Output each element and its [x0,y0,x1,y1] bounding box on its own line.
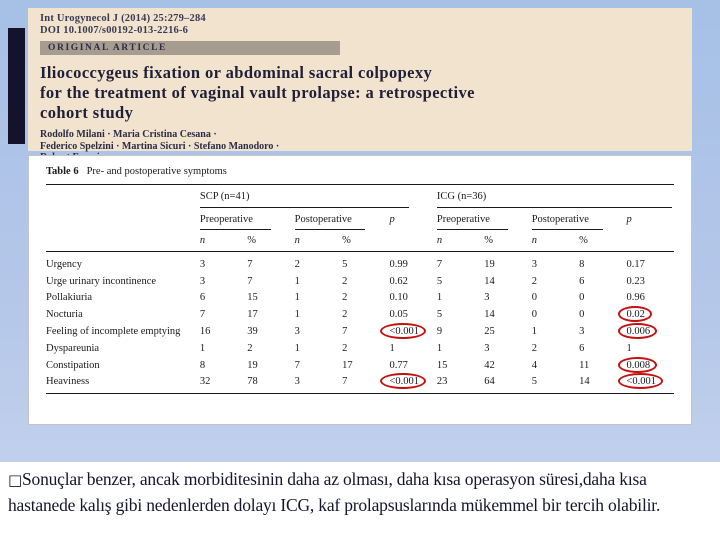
table-n-pct-header-row [46,235,674,246]
article-title-line: Iliococcygeus fixation or abdominal sacral colpopexy [40,63,433,82]
table-cell: 19 [484,258,495,270]
authors-line: Federico Spelzini · Martina Sicuri · Stefano Manodoro · [40,140,280,152]
table-body [46,256,674,390]
table-cell: 64 [484,376,495,388]
table-cell: 14 [484,309,495,321]
table-cell: 2 [531,342,537,354]
table-cell: 1 [626,342,632,354]
table-cell: 39 [247,326,258,338]
table-cell: 23 [436,376,448,388]
table-cell: 0.23 [626,275,645,287]
table-cell: 32 [199,376,211,388]
summary-band [0,462,720,540]
icg-postoperative-header: Postoperative [532,214,603,230]
n-column-header: n [294,235,300,246]
symptom-label: Dyspareunia [46,342,100,354]
symptom-label: Urge urinary incontinence [46,275,157,287]
table-cell-circled: 0.006 [626,326,651,338]
table-cell: 1 [436,292,443,304]
table-cell: 7 [294,359,300,371]
symptom-label: Pollakiuria [46,292,93,304]
table-cell: 7 [247,275,253,287]
table-cell: 4 [531,359,537,371]
table-row [46,273,674,290]
table-cell: 5 [342,258,348,270]
table-cell: 1 [294,309,300,321]
table-cell: 7 [342,326,348,338]
table-rule-mid [46,251,674,252]
table-cell: 15 [247,292,258,304]
table-cell: 7 [199,309,206,321]
symptoms-table-panel [28,155,692,425]
table-cell: 0.05 [389,309,408,321]
table-cell-circled: <0.001 [389,326,420,338]
table-cell: 2 [531,275,537,287]
table-cell: 3 [579,326,585,338]
table-cell: 0.62 [389,275,408,287]
journal-article-header [28,8,692,151]
table-cell: 14 [579,376,590,388]
table-rule-top [46,184,674,185]
journal-citation: Int Urogynecol J (2014) 25:279–284 [40,13,206,24]
table-row [46,306,674,323]
table-cell: 16 [199,326,211,338]
table-cell: 2 [294,258,300,270]
table-row [46,256,674,273]
symptom-label: Nocturia [46,309,83,321]
table-caption-text: Pre- and postoperative symptoms [86,166,227,177]
table-cell: 1 [531,326,537,338]
pct-column-header: % [247,235,257,246]
table-cell: 3 [531,258,537,270]
table-cell: 0.77 [389,359,408,371]
pct-column-header: % [342,235,351,246]
table-cell-circled: <0.001 [389,376,420,388]
n-column-header: n [436,235,443,246]
pct-column-header: % [579,235,588,246]
table-cell: 0 [531,309,537,321]
section-label: ORIGINAL ARTICLE [48,43,167,53]
summary-text-body: Sonuçlar benzer, ancak morbiditesinin daha az olması, daha kısa operasyon süresi,daha kısa hastanede kalış gibi nedenlerden dolayı ICG, kaf prolapsuslarında mükemmel bir tercih olabilir. [8,469,661,515]
table-cell: 3 [294,326,300,338]
group-header-icg: ICG (n=36) [437,191,672,208]
scan-edge-bar [8,28,25,144]
square-bullet-icon: □ [8,471,22,489]
table-cell: 8 [579,258,585,270]
section-label-bar [40,41,340,55]
table-cell: 15 [436,359,448,371]
table-cell: 0.99 [389,258,408,270]
table-cell: 8 [199,359,206,371]
table-row [46,323,674,340]
table-cell: 5 [531,376,537,388]
table-rule-bottom [46,393,674,394]
authors-line: Rodolfo Milani · Maria Cristina Cesana · [40,129,217,140]
table-cell: 1 [294,342,300,354]
scp-p-header: p [389,214,395,225]
table-cell: 1 [199,342,206,354]
table-cell: 9 [436,326,443,338]
table-cell: 1 [294,275,300,287]
table-cell: 19 [247,359,258,371]
table-cell: 78 [247,376,258,388]
scp-preoperative-header: Preoperative [200,214,271,230]
symptom-label: Heaviness [46,376,90,388]
table-cell: 7 [247,258,253,270]
table-cell: 3 [484,292,490,304]
table-cell-circled: 0.008 [626,359,651,371]
scp-postoperative-header: Postoperative [295,214,366,230]
table-cell: 42 [484,359,495,371]
table-row [46,374,674,391]
table-cell: 5 [436,309,443,321]
table-group-header-row [46,191,674,208]
n-column-header: n [199,235,206,246]
table-cell: 0.17 [626,258,645,270]
n-column-header: n [531,235,537,246]
icg-p-header: p [626,214,632,225]
table-cell: 25 [484,326,495,338]
group-header-scp: SCP (n=41) [200,191,409,208]
icg-preoperative-header: Preoperative [437,214,508,230]
pct-column-header: % [484,235,494,246]
table-cell: 7 [342,376,348,388]
table-cell: 3 [484,342,490,354]
table-cell: 0.96 [626,292,645,304]
table-cell: 1 [436,342,443,354]
table-cell: 3 [199,258,206,270]
symptom-label: Constipation [46,359,100,371]
article-title-line: for the treatment of vaginal vault prolapse: a retrospective [40,83,475,102]
table-cell: 1 [294,292,300,304]
table-cell: 0.10 [389,292,408,304]
table-cell: 14 [484,275,495,287]
table-cell: 1 [389,342,395,354]
table-cell: 2 [342,309,348,321]
symptom-label: Urgency [46,258,82,270]
table-cell-circled: <0.001 [626,376,657,388]
table-cell: 2 [247,342,253,354]
article-title [40,63,682,123]
table-caption [46,166,674,177]
table-cell: 6 [579,342,585,354]
table-cell: 2 [342,275,348,287]
table-row [46,340,674,357]
table-cell: 11 [579,359,590,371]
summary-text [8,467,714,517]
table-cell: 0 [579,309,585,321]
journal-doi: DOI 10.1007/s00192-013-2216-6 [40,25,189,36]
table-cell: 6 [579,275,585,287]
table-row [46,290,674,307]
table-cell: 7 [436,258,443,270]
table-cell-circled: 0.02 [626,309,645,321]
article-title-line: cohort study [40,103,134,122]
table-cell: 5 [436,275,443,287]
table-cell: 17 [247,309,258,321]
table-cell: 3 [199,275,206,287]
table-cell: 6 [199,292,206,304]
table-row [46,357,674,374]
table-cell: 2 [342,292,348,304]
table-caption-label: Table 6 [46,166,79,177]
table-cell: 0 [579,292,585,304]
table-cell: 3 [294,376,300,388]
table-subheader-row [46,214,674,230]
table-cell: 17 [342,359,353,371]
table-cell: 2 [342,342,348,354]
table-cell: 0 [531,292,537,304]
symptom-label: Feeling of incomplete emptying [46,326,181,338]
